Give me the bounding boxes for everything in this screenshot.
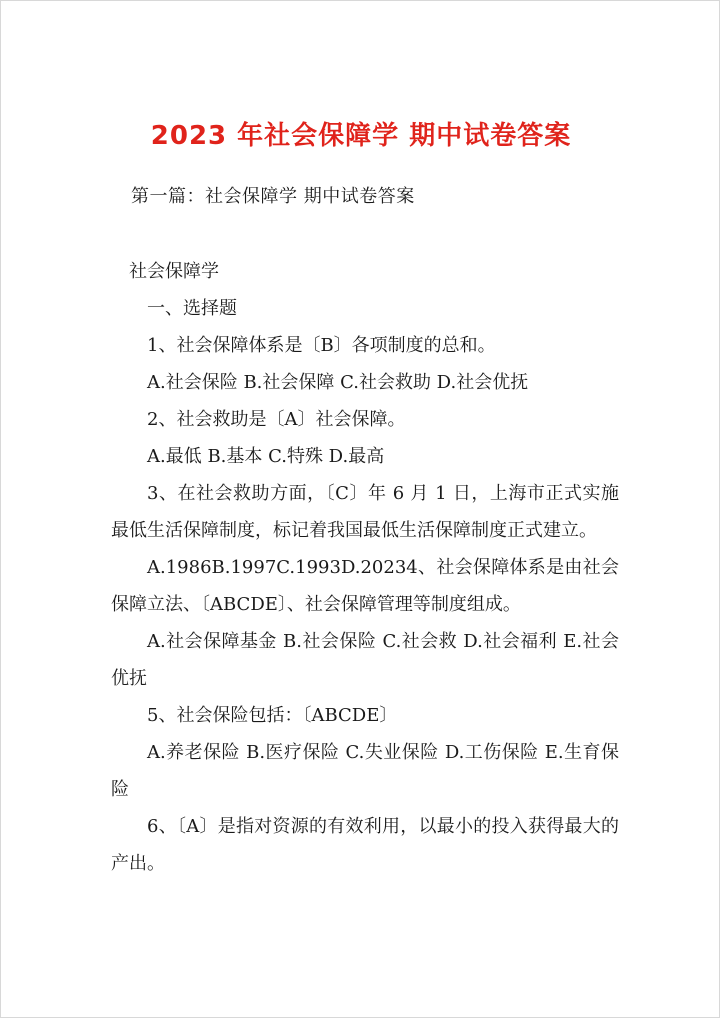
question-1-options: A.社会保险 B.社会保障 C.社会救助 D.社会优抚 xyxy=(147,372,529,393)
section-heading: 社会保障学 xyxy=(129,261,219,282)
question-5: 5、社会保险包括：〔ABCDE〕 xyxy=(147,705,398,726)
document-body xyxy=(111,253,619,882)
question-3: 3、在社会救助方面，〔C〕年 6 月 1 日，上海市正式实施最低生活保障制度，标记着我国最低生活保障制度正式建立。 xyxy=(111,483,619,541)
document-title: 2023 年社会保障学 期中试卷答案 xyxy=(150,121,572,151)
question-type-heading: 一、选择题 xyxy=(147,298,237,319)
question-3-options-and-question-4: A.1986B.1997C.1993D.20234、社会保障体系是由社会保障立法、〔ABCDE〕、社会保障管理等制度组成。 xyxy=(111,557,619,615)
question-2-options: A.最低 B.基本 C.特殊 D.最高 xyxy=(147,446,385,467)
question-4-options: A.社会保障基金 B.社会保险 C.社会救 D.社会福利 E.社会优抚 xyxy=(111,631,619,689)
question-6: 6、〔A〕是指对资源的有效利用，以最小的投入获得最大的产出。 xyxy=(111,816,619,874)
question-5-options: A.养老保险 B.医疗保险 C.失业保险 D.工伤保险 E.生育保险 xyxy=(111,742,619,800)
question-2: 2、社会救助是〔A〕社会保障。 xyxy=(147,409,406,430)
document-subtitle: 第一篇：社会保障学 期中试卷答案 xyxy=(131,186,415,207)
question-1: 1、社会保障体系是〔B〕各项制度的总和。 xyxy=(147,335,496,356)
